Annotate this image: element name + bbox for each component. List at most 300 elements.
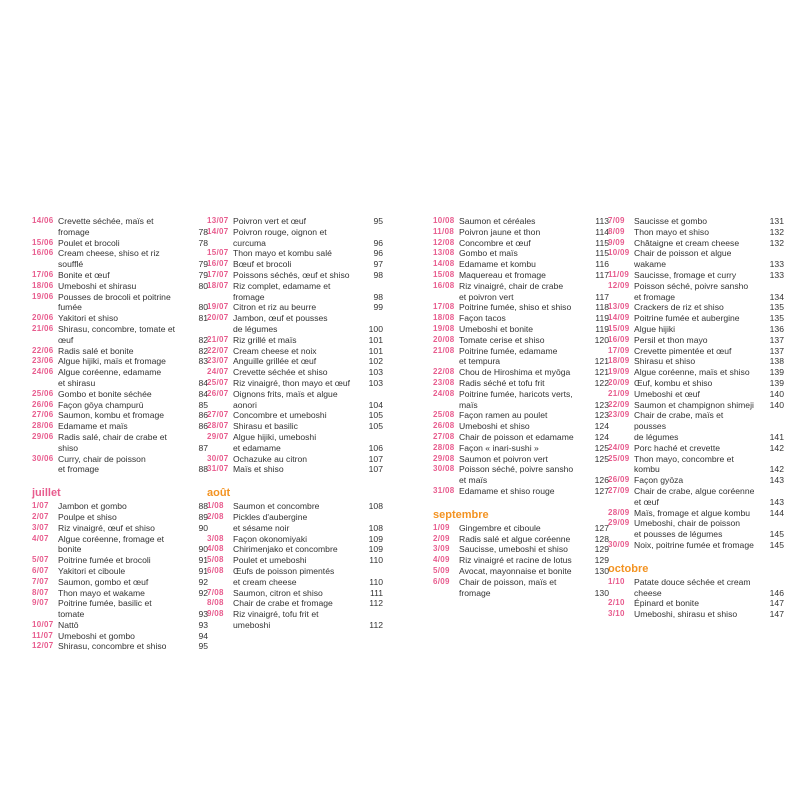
entry-date: 21/07 [207, 334, 229, 344]
entry-date: 14/08 [433, 259, 455, 269]
index-entry [433, 216, 609, 227]
index-entry [32, 631, 208, 642]
entry-page: 79 [198, 259, 208, 270]
entry-date: 3/09 [433, 544, 450, 554]
month-heading: août [207, 487, 231, 500]
index-entry [608, 281, 784, 303]
entry-page: 142 [769, 442, 784, 453]
entry-page: 133 [769, 259, 784, 270]
index-entry [433, 238, 609, 249]
index-entry [433, 389, 609, 411]
entry-date: 30/09 [608, 539, 630, 549]
entry-page: 129 [594, 544, 609, 555]
entry-page: 98 [373, 269, 383, 280]
entry-date: 17/08 [433, 302, 455, 312]
entry-title: Chair de crabe, algue coréenne et œuf [634, 485, 755, 507]
entry-title: Chair de poisson, maïs et fromage [459, 576, 557, 598]
entry-date: 14/07 [207, 226, 229, 236]
entry-page: 135 [769, 313, 784, 324]
entry-title: Radis salé et bonite [58, 345, 134, 356]
index-entry [608, 335, 784, 346]
entry-page: 90 [198, 522, 208, 533]
entry-title: Maïs et shiso [233, 464, 284, 475]
entry-title: Algue hijiki, maïs et fromage [58, 356, 166, 367]
entry-title: Saumon et concombre [233, 501, 320, 512]
entry-date: 30/07 [207, 453, 229, 463]
index-entry [433, 421, 609, 432]
index-entry [32, 501, 208, 512]
entry-page: 78 [198, 226, 208, 237]
entry-title: Jambon, œuf et pousses de légumes [233, 313, 328, 334]
entry-date: 29/07 [207, 431, 229, 441]
entry-title: Cream cheese et noix [233, 345, 317, 356]
index-entry [207, 464, 383, 475]
entry-title: Yakitori et shiso [58, 313, 119, 324]
index-entry [207, 454, 383, 465]
entry-page: 127 [594, 522, 609, 533]
entry-page: 92 [198, 587, 208, 598]
entry-date: 19/09 [608, 367, 630, 377]
entry-page: 111 [369, 587, 383, 598]
index-entry [433, 454, 609, 465]
index-entry [608, 410, 784, 442]
entry-date: 4/09 [433, 555, 450, 565]
entry-page: 89 [198, 511, 208, 522]
index-entry [433, 313, 609, 324]
index-entry [207, 544, 383, 555]
entry-title: Concombre et umeboshi [233, 410, 327, 421]
entry-page: 102 [368, 356, 383, 367]
entry-date: 12/08 [433, 237, 455, 247]
entry-title: Poitrine fumée et brocoli [58, 555, 151, 566]
entry-date: 22/07 [207, 345, 229, 355]
entry-date: 8/07 [32, 587, 49, 597]
entry-page: 109 [368, 533, 383, 544]
entry-title: Thon mayo et shiso [634, 226, 709, 237]
index-entry [207, 534, 383, 545]
entry-page: 121 [594, 356, 609, 367]
index-column-3 [433, 216, 609, 598]
index-entry [608, 227, 784, 238]
entry-date: 31/07 [207, 464, 229, 474]
index-entry [207, 410, 383, 421]
index-entry [433, 259, 609, 270]
entry-date: 8/09 [608, 226, 625, 236]
index-entry [433, 523, 609, 534]
entry-page: 139 [769, 367, 784, 378]
entry-date: 5/09 [433, 565, 450, 575]
entry-title: Façon « inari-sushi » [459, 442, 539, 453]
entry-page: 105 [368, 410, 383, 421]
entry-date: 9/07 [32, 598, 49, 608]
entry-page: 107 [368, 453, 383, 464]
entry-title: Œufs de poisson pimentés et cream cheese [233, 565, 335, 587]
index-entry [32, 367, 208, 389]
entry-date: 3/10 [608, 609, 625, 619]
index-entry [433, 335, 609, 346]
entry-page: 130 [594, 587, 609, 598]
entry-title: Riz vinaigré, tofu frit et umeboshi [233, 609, 319, 630]
entry-title: Radis salé et algue coréenne [459, 533, 571, 544]
index-entry [608, 518, 784, 540]
entry-title: Citron et riz au beurre [233, 302, 317, 313]
entry-date: 29/08 [433, 453, 455, 463]
entry-page: 96 [373, 248, 383, 259]
entry-date: 30/06 [32, 453, 54, 463]
entry-date: 21/06 [32, 323, 54, 333]
entry-page: 133 [769, 269, 784, 280]
entry-title: Avocat, mayonnaise et bonite [459, 565, 572, 576]
entry-page: 90 [198, 544, 208, 555]
entry-date: 8/08 [207, 598, 224, 608]
index-entry [608, 475, 784, 486]
entry-date: 28/06 [32, 421, 54, 431]
entry-page: 143 [769, 496, 784, 507]
entry-title: Noix, poitrine fumée et fromage [634, 539, 754, 550]
entry-title: Poivron rouge, oignon et curcuma [233, 226, 327, 248]
entry-title: Algue coréenne, fromage et bonite [58, 533, 165, 555]
entry-date: 2/08 [207, 511, 224, 521]
entry-title: Umeboshi et shirasu [58, 280, 137, 291]
entry-date: 25/08 [433, 410, 455, 420]
entry-title: Patate douce séchée et cream cheese [634, 576, 751, 598]
entry-page: 115 [595, 248, 609, 259]
entry-page: 134 [769, 291, 784, 302]
month-heading: octobre [608, 562, 649, 575]
entry-page: 140 [769, 399, 784, 410]
entry-page: 135 [769, 302, 784, 313]
entry-date: 27/07 [207, 410, 229, 420]
entry-page: 94 [198, 630, 208, 641]
entry-date: 20/06 [32, 313, 54, 323]
entry-title: Riz vinaigré, œuf et shiso [58, 522, 155, 533]
entry-title: Thon mayo et kombu salé [233, 248, 332, 259]
index-entry [608, 324, 784, 335]
entry-date: 1/07 [32, 501, 49, 511]
entry-page: 138 [769, 356, 784, 367]
index-entry [32, 292, 208, 314]
entry-page: 97 [373, 259, 383, 270]
entry-page: 103 [368, 377, 383, 388]
index-entry [608, 346, 784, 357]
entry-page: 95 [198, 641, 208, 652]
entry-date: 23/06 [32, 356, 54, 366]
index-entry [608, 389, 784, 400]
entry-title: Saumon et champignon shimeji [634, 399, 754, 410]
entry-title: Œuf, kombu et shiso [634, 377, 713, 388]
entry-date: 10/09 [608, 248, 630, 258]
entry-page: 84 [198, 388, 208, 399]
entry-title: Poivron jaune et thon [459, 226, 541, 237]
entry-title: Saucisse, umeboshi et shiso [459, 544, 568, 555]
entry-page: 78 [198, 237, 208, 248]
index-entry [207, 248, 383, 259]
entry-title: Persil et thon mayo [634, 334, 708, 345]
entry-date: 22/08 [433, 367, 455, 377]
entry-date: 2/09 [433, 533, 450, 543]
entry-title: Gombo et bonite séchée [58, 388, 152, 399]
index-entry [433, 367, 609, 378]
index-entry [207, 313, 383, 335]
entry-page: 143 [769, 475, 784, 486]
entry-date: 13/08 [433, 248, 455, 258]
entry-date: 15/07 [207, 248, 229, 258]
entry-date: 24/08 [433, 388, 455, 398]
index-entry [32, 324, 208, 346]
entry-title: Poisson séché, poivre sansho et fromage [634, 280, 749, 302]
entry-title: Bonite et œuf [58, 269, 110, 280]
entry-title: Saumon et poivron vert [459, 453, 548, 464]
entry-title: Nattō [58, 619, 79, 630]
entry-title: Pousses de brocoli et poitrine fumée [58, 291, 171, 313]
entry-page: 128 [594, 533, 609, 544]
entry-date: 5/08 [207, 555, 224, 565]
entry-date: 11/08 [433, 226, 455, 236]
entry-page: 91 [198, 555, 208, 566]
entry-page: 109 [368, 544, 383, 555]
entry-date: 1/09 [433, 522, 450, 532]
entry-title: Radis séché et tofu frit [459, 377, 545, 388]
entry-date: 20/07 [207, 313, 229, 323]
entry-date: 10/08 [433, 216, 455, 225]
entry-title: Bœuf et brocoli [233, 259, 292, 270]
index-entry [608, 609, 784, 620]
index-entry [32, 534, 208, 556]
index-entry [32, 389, 208, 400]
entry-date: 21/09 [608, 388, 630, 398]
entry-page: 124 [594, 421, 609, 432]
entry-title: Saumon, kombu et fromage [58, 410, 165, 421]
entry-page: 104 [368, 399, 383, 410]
entry-title: Anguille grillée et œuf [233, 356, 317, 367]
entry-page: 105 [368, 421, 383, 432]
entry-title: Ochazuke au citron [233, 453, 308, 464]
entry-date: 2/10 [608, 598, 625, 608]
entry-date: 12/07 [32, 641, 54, 651]
index-entry [32, 281, 208, 292]
entry-page: 147 [769, 609, 784, 620]
entry-title: Algue hijiki [634, 323, 676, 334]
entry-title: Poulet et brocoli [58, 237, 120, 248]
entry-page: 140 [769, 388, 784, 399]
entry-page: 92 [198, 576, 208, 587]
entry-title: Chair de poisson et algue wakame [634, 248, 732, 270]
entry-page: 101 [368, 334, 383, 345]
index-entry [433, 302, 609, 313]
entry-page: 119 [595, 313, 609, 324]
index-entry [433, 443, 609, 454]
entry-date: 7/08 [207, 587, 224, 597]
entry-page: 118 [595, 302, 609, 313]
index-entry [608, 454, 784, 476]
entry-title: Saucisse, fromage et curry [634, 269, 737, 280]
entry-title: Riz complet, edamame et fromage [233, 280, 331, 302]
entry-date: 17/06 [32, 269, 54, 279]
entry-title: Façon ramen au poulet [459, 410, 548, 421]
entry-page: 126 [594, 475, 609, 486]
entry-page: 82 [198, 345, 208, 356]
index-entry [608, 367, 784, 378]
index-entry [433, 577, 609, 599]
index-entry [433, 566, 609, 577]
entry-page: 121 [594, 367, 609, 378]
entry-page: 144 [769, 507, 784, 518]
entry-page: 79 [198, 269, 208, 280]
entry-page: 120 [594, 334, 609, 345]
index-entry [433, 281, 609, 303]
entry-date: 16/08 [433, 280, 455, 290]
entry-date: 25/07 [207, 377, 229, 387]
entry-title: Umeboshi, chair de poisson et pousses de légumes [634, 518, 741, 540]
entry-date: 23/08 [433, 377, 455, 387]
entry-page: 137 [769, 345, 784, 356]
entry-page: 108 [368, 501, 383, 512]
entry-title: Crevette pimentée et œuf [634, 345, 732, 356]
entry-date: 16/06 [32, 248, 54, 258]
entry-title: Oignons frits, maïs et algue aonori [233, 388, 338, 410]
index-entry [32, 454, 208, 476]
index-entry [207, 281, 383, 303]
entry-title: Maquereau et fromage [459, 269, 546, 280]
entry-date: 16/07 [207, 259, 229, 269]
index-entry [207, 588, 383, 599]
entry-date: 23/09 [608, 410, 630, 420]
index-entry [608, 238, 784, 249]
entry-title: Poisson séché, poivre sansho et maïs [459, 464, 574, 486]
entry-date: 9/09 [608, 237, 625, 247]
index-entry [32, 238, 208, 249]
index-entry [433, 464, 609, 486]
entry-date: 29/06 [32, 431, 54, 441]
index-entry [433, 544, 609, 555]
entry-date: 24/06 [32, 367, 54, 377]
entry-date: 21/08 [433, 345, 455, 355]
entry-page: 145 [769, 539, 784, 550]
entry-date: 29/09 [608, 518, 630, 528]
entry-date: 15/09 [608, 323, 630, 333]
entry-page: 146 [769, 587, 784, 598]
entry-date: 7/07 [32, 576, 49, 586]
entry-title: Poitrine fumée, haricots verts, maïs [459, 388, 573, 410]
entry-page: 110 [369, 555, 383, 566]
entry-title: Saumon, citron et shiso [233, 587, 323, 598]
entry-date: 19/07 [207, 302, 229, 312]
index-entry [32, 588, 208, 599]
entry-title: Riz grillé et maïs [233, 334, 297, 345]
index-entry [32, 313, 208, 324]
entry-date: 26/07 [207, 388, 229, 398]
index-entry [433, 410, 609, 421]
entry-date: 22/09 [608, 399, 630, 409]
entry-title: Façon tacos [459, 313, 506, 324]
entry-title: Poivron vert et œuf [233, 216, 307, 226]
entry-date: 17/09 [608, 345, 630, 355]
index-entry [32, 577, 208, 588]
entry-title: Shirasu et basilic [233, 421, 298, 432]
entry-page: 142 [769, 464, 784, 475]
index-entry [608, 313, 784, 324]
entry-date: 30/08 [433, 464, 455, 474]
entry-title: Umeboshi et shiso [459, 421, 530, 432]
entry-title: Edamame et kombu [459, 259, 536, 270]
entry-title: Concombre et œuf [459, 237, 531, 248]
entry-date: 2/07 [32, 511, 49, 521]
entry-title: Umeboshi et gombo [58, 630, 135, 641]
index-entry [32, 523, 208, 534]
entry-title: Thon mayo et wakame [58, 587, 145, 598]
entry-title: Chou de Hiroshima et myōga [459, 367, 571, 378]
index-entry [608, 216, 784, 227]
entry-page: 137 [769, 334, 784, 345]
entry-date: 27/09 [608, 485, 630, 495]
entry-title: Chirimenjako et concombre [233, 544, 338, 555]
entry-date: 13/09 [608, 302, 630, 312]
entry-title: Porc haché et crevette [634, 442, 720, 453]
entry-title: Cream cheese, shiso et riz soufflé [58, 248, 160, 270]
index-entry [433, 227, 609, 238]
entry-page: 80 [198, 280, 208, 291]
entry-title: Poitrine fumée et aubergine [634, 313, 740, 324]
index-entry [32, 598, 208, 620]
index-entry [207, 270, 383, 281]
index-entry [608, 540, 784, 551]
entry-title: Façon gōya champurū [58, 399, 144, 410]
entry-date: 4/07 [32, 533, 49, 543]
entry-page: 123 [594, 399, 609, 410]
entry-title: Poitrine fumée, shiso et shiso [459, 302, 572, 313]
index-column-2 [207, 216, 383, 631]
entry-page: 123 [594, 410, 609, 421]
index-entry [207, 512, 383, 534]
index-entry [207, 421, 383, 432]
entry-title: Poissons séchés, œuf et shiso [233, 269, 350, 280]
index-entry [608, 598, 784, 609]
entry-title: Radis salé, chair de crabe et shiso [58, 431, 167, 453]
entry-title: Riz vinaigré, thon mayo et œuf [233, 377, 351, 388]
entry-page: 127 [594, 485, 609, 496]
entry-page: 81 [198, 313, 208, 324]
entry-date: 9/08 [207, 609, 224, 619]
index-entry [207, 356, 383, 367]
entry-title: Poitrine fumée, basilic et tomate [58, 598, 152, 620]
index-entry [32, 248, 208, 270]
entry-title: Saumon, gombo et œuf [58, 576, 149, 587]
entry-date: 4/08 [207, 544, 224, 554]
entry-date: 1/08 [207, 501, 224, 511]
entry-title: Riz vinaigré et racine de lotus [459, 555, 572, 566]
month-heading: septembre [433, 508, 489, 521]
entry-title: Umeboshi et bonite [459, 323, 534, 334]
entry-date: 18/09 [608, 356, 630, 366]
entry-page: 99 [373, 302, 383, 313]
entry-title: Thon mayo, concombre et kombu [634, 453, 734, 475]
index-column-1 [32, 216, 208, 652]
entry-page: 86 [198, 421, 208, 432]
entry-page: 82 [198, 334, 208, 345]
entry-date: 20/09 [608, 377, 630, 387]
index-entry [207, 501, 383, 512]
index-entry [32, 400, 208, 411]
entry-page: 132 [769, 226, 784, 237]
entry-date: 19/08 [433, 323, 455, 333]
index-entry [32, 216, 208, 238]
index-entry [32, 421, 208, 432]
entry-title: Saucisse et gombo [634, 216, 708, 226]
index-entry [608, 443, 784, 454]
entry-date: 25/06 [32, 388, 54, 398]
entry-page: 108 [368, 522, 383, 533]
entry-title: Shirasu, concombre et shiso [58, 641, 167, 652]
